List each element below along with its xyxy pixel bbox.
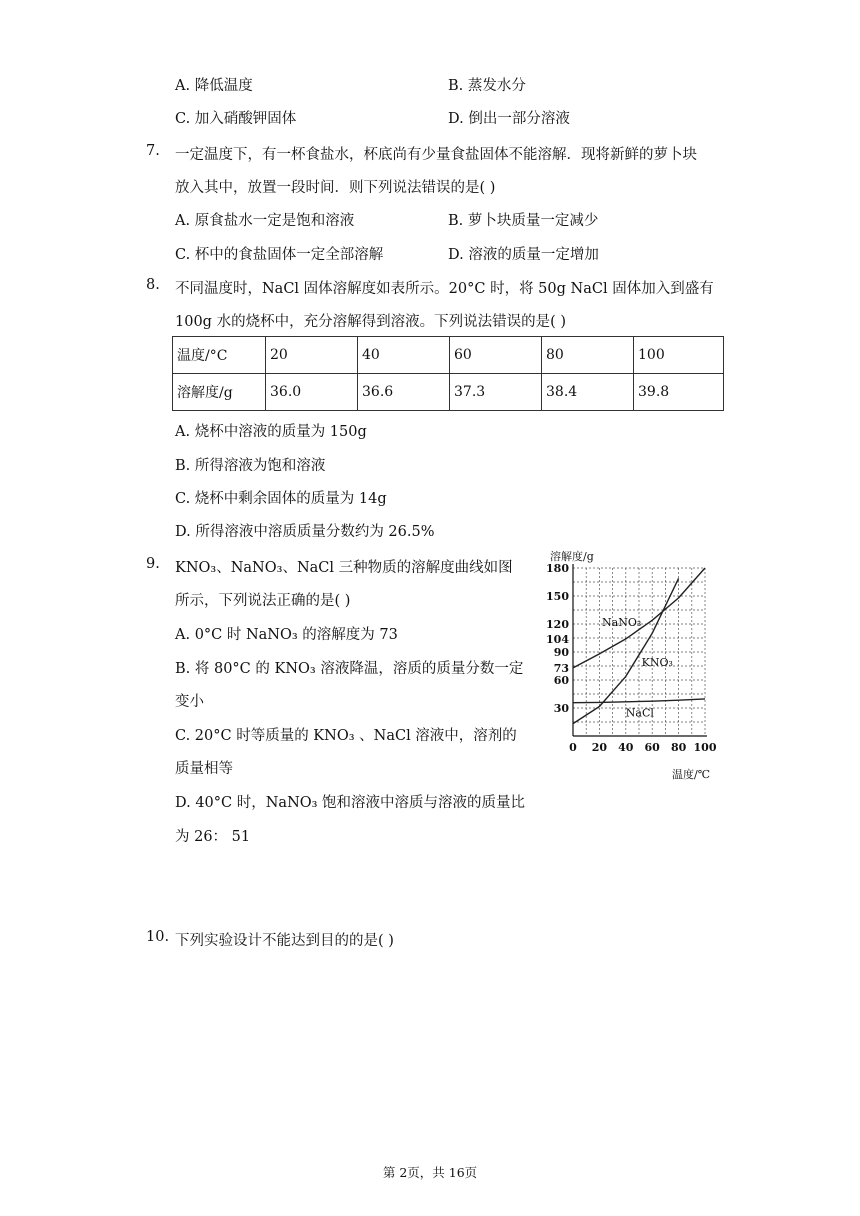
x-tick-label: 0 [569, 741, 577, 754]
y-axis-label: 溶解度/g [550, 550, 594, 563]
q7-option-b: B. 萝卜块质量一定减少 [448, 213, 599, 229]
q9-stem-line2: 所示，下列说法正确的是( ) [175, 593, 351, 609]
q7-option-d: D. 溶液的质量一定增加 [448, 247, 599, 263]
q9-option-c-line2: 质量相等 [175, 761, 233, 777]
table-header-row [173, 337, 724, 374]
series-label: NaCl [625, 706, 654, 720]
q6-option-d: D. 倒出一部分溶液 [448, 111, 570, 127]
y-tick-label: 90 [553, 646, 569, 659]
q10-stem: 下列实验设计不能达到目的的是( ) [175, 933, 394, 949]
y-tick-label: 73 [553, 661, 569, 675]
q8-option-b: B. 所得溶液为饱和溶液 [175, 458, 326, 474]
q7-number: 7. [146, 143, 160, 159]
q6-option-c: C. 加入硝酸钾固体 [175, 111, 297, 127]
q9-option-a: A. 0°C 时 NaNO₃ 的溶解度为 73 [175, 627, 398, 643]
table-cell: 39.8 [634, 374, 724, 411]
table-cell: 温度/°C [173, 337, 266, 374]
q8-stem-line2: 100g 水的烧杯中，充分溶解得到溶液。下列说法错误的是( ) [175, 314, 566, 330]
q6-option-a: A. 降低温度 [175, 78, 253, 94]
table-cell: 100 [634, 337, 724, 374]
q9-option-c-line1: C. 20°C 时等质量的 KNO₃ 、NaCl 溶液中，溶剂的 [175, 728, 517, 744]
y-tick-label: 150 [546, 590, 569, 603]
q7-stem-line2: 放入其中，放置一段时间．则下列说法错误的是( ) [175, 180, 496, 196]
x-tick-label: 80 [670, 741, 687, 754]
table-cell: 溶解度/g [173, 374, 266, 411]
y-tick-label: 60 [553, 674, 569, 687]
table-cell: 20 [266, 337, 358, 374]
q7-option-a: A. 原食盐水一定是饱和溶液 [175, 213, 355, 229]
q8-number: 8. [146, 277, 160, 293]
x-tick-label: 40 [618, 741, 634, 754]
q7-option-c: C. 杯中的食盐固体一定全部溶解 [175, 247, 384, 263]
table-cell: 37.3 [450, 374, 542, 411]
q9-option-d-line1: D. 40°C 时，NaNO₃ 饱和溶液中溶质与溶液的质量比 [175, 795, 526, 811]
curve-nacl [573, 699, 705, 703]
q8-option-c: C. 烧杯中剩余固体的质量为 14g [175, 491, 387, 507]
series-label: NaNO₃ [602, 615, 642, 629]
solubility-curve-chart [540, 545, 720, 785]
q7-stem-line1: 一定温度下，有一杯食盐水，杯底尚有少量食盐固体不能溶解．现将新鲜的萝卜块 [175, 147, 697, 163]
table-cell: 40 [358, 337, 450, 374]
q6-option-b: B. 蒸发水分 [448, 78, 526, 94]
table-cell: 36.6 [358, 374, 450, 411]
q9-stem-line1: KNO₃、NaNO₃、NaCl 三种物质的溶解度曲线如图 [175, 560, 513, 576]
series-label: KNO₃ [641, 656, 673, 669]
q9-number: 9. [146, 556, 160, 572]
page-footer: 第 2页，共 16页 [382, 1165, 478, 1180]
x-tick-label: 100 [693, 741, 717, 754]
solubility-table [172, 336, 724, 411]
table-cell: 36.0 [266, 374, 358, 411]
q9-option-b-line1: B. 将 80°C 的 KNO₃ 溶液降温，溶质的质量分数一定 [175, 661, 524, 677]
y-tick-label: 120 [546, 618, 569, 631]
q8-option-d: D. 所得溶液中溶质质量分数约为 26.5% [175, 524, 435, 540]
x-axis-label: 温度/℃ [672, 768, 711, 781]
q10-number: 10. [146, 929, 170, 945]
y-tick-label: 104 [546, 632, 569, 646]
x-tick-label: 20 [591, 741, 608, 754]
q9-option-b-line2: 变小 [175, 694, 204, 710]
table-cell: 80 [542, 337, 634, 374]
y-tick-label: 180 [546, 562, 569, 575]
table-cell: 38.4 [542, 374, 634, 411]
q8-option-a: A. 烧杯中溶液的质量为 150g [175, 424, 367, 440]
table-cell: 60 [450, 337, 542, 374]
table-row [173, 374, 724, 411]
y-tick-label: 30 [553, 702, 569, 715]
q9-option-d-line2: 为 26： 51 [175, 829, 251, 845]
x-tick-label: 60 [644, 741, 660, 754]
q8-stem-line1: 不同温度时，NaCl 固体溶解度如表所示。20°C 时，将 50g NaCl 固体加入到盛有 [175, 281, 714, 297]
